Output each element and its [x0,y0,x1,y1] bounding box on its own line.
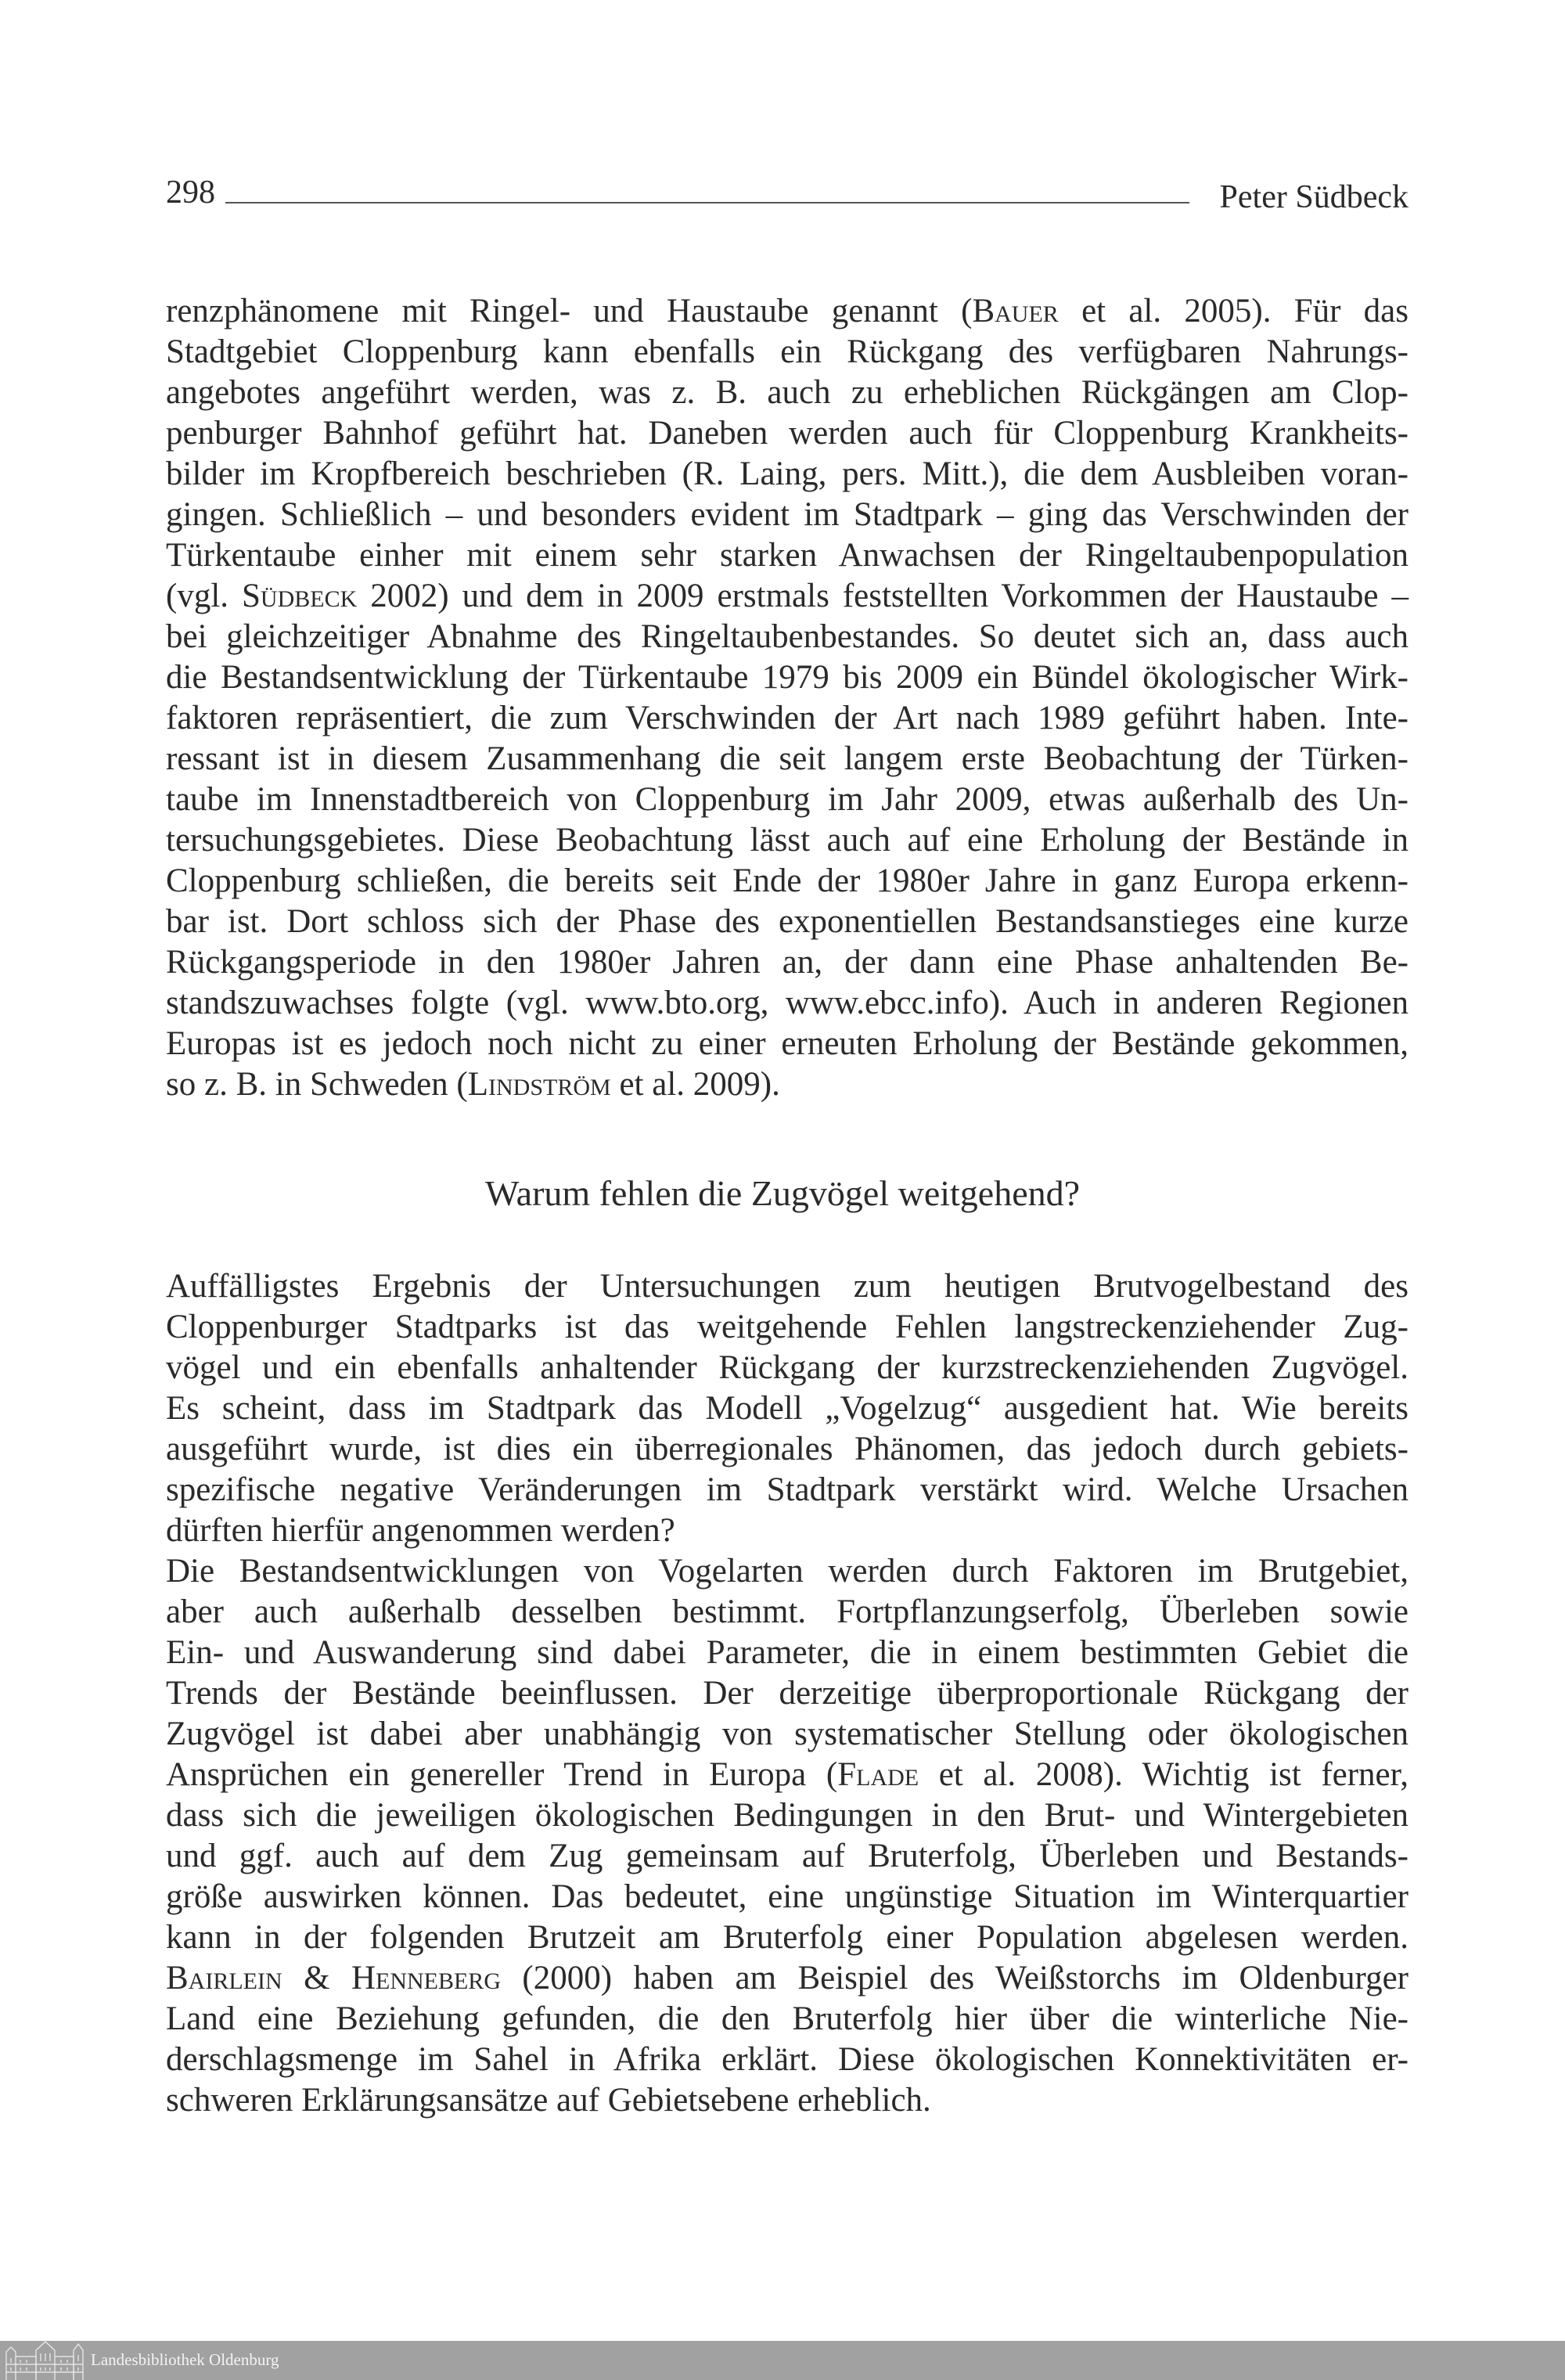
text-line [166,1024,1408,1064]
text-line [166,373,1408,413]
text-segment: größe auswirken können. Das bedeutet, eine ungünstige Situation im Winterquartier [166,1878,1408,1915]
text-line [166,1714,1408,1755]
text-line [166,983,1408,1024]
text-line [166,332,1408,373]
text-line [166,1388,1408,1429]
text-segment: Die Bestandsentwicklungen von Vogelarten werden durch Faktoren im Brutgebiet, [166,1553,1408,1590]
text-segment: Auffälligstes Ergebnis der Untersuchungen zum heutigen Brutvogelbestand des [166,1268,1408,1305]
author-citation: Henneberg [351,1960,501,1997]
text-segment: faktoren repräsentiert, die zum Verschwinden der Art nach 1989 geführt haben. Inte- [166,700,1408,736]
text-line [166,1755,1408,1795]
text-segment: derschlagsmenge im Sahel in Afrika erklärt. Diese ökologischen Konnektivitäten er- [166,2041,1408,2078]
text-segment: renzphänomene mit Ringel- und Haustaube genannt ( [166,293,973,329]
text-segment: Land eine Beziehung gefunden, die den Bruterfolg hier über die winterliche Nie- [166,2000,1408,2037]
running-header [166,174,1408,221]
text-segment: Türkentaube einher mit einem sehr starken Anwachsen der Ringeltaubenpopulation [166,537,1408,574]
text-line [166,2080,1408,2121]
text-segment: die Bestandsentwicklung der Türkentaube 1979 bis 2009 ein Bündel ökologischer Wirk- [166,659,1408,696]
text-line [166,1266,1408,1307]
text-segment: Ein- und Auswanderung sind dabei Parameter, die in einem bestimmten Gebiet die [166,1634,1408,1671]
text-segment: Trends der Bestände beeinflussen. Der derzeitige überproportionale Rückgang der [166,1675,1408,1712]
text-segment: spezifische negative Veränderungen im Stadtpark verstärkt wird. Welche Ursachen [166,1471,1408,1508]
text-segment: Cloppenburg schließen, die bereits seit Ende der 1980er Jahre in ganz Europa erkenn- [166,862,1408,899]
library-name: Landesbibliothek Oldenburg [91,2350,279,2369]
text-line [166,1958,1408,1999]
section-heading: Warum fehlen die Zugvögel weitgehend? [484,1173,1081,1213]
text-segment: ausgeführt wurde, ist dies ein überregionales Phänomen, das jedoch durch gebiets- [166,1431,1408,1467]
author-citation: Bauer [972,293,1059,329]
text-line [166,902,1408,942]
text-segment: standszuwachses folgte (vgl. www.bto.org, www.ebcc.info). Auch in anderen Regionen [166,985,1408,1021]
text-line [166,1348,1408,1388]
text-segment: Zugvögel ist dabei aber unabhängig von systematischer Stellung oder ökologischen [166,1716,1408,1752]
author-citation: Flade [837,1756,919,1793]
text-line [166,1877,1408,1917]
author-citation: Südbeck [242,578,358,614]
text-segment: und ggf. auch auf dem Zug gemeinsam auf Bruterfolg, Überleben und Bestands- [166,1838,1408,1874]
text-line [166,1795,1408,1836]
text-line [166,820,1408,861]
footer-bar [0,2341,1565,2380]
text-line [166,1429,1408,1470]
text-line [166,1836,1408,1877]
text-line [166,1917,1408,1958]
text-segment: Rückgangsperiode in den 1980er Jahren an, der dann eine Phase anhaltenden Be- [166,944,1408,981]
text-segment: Europas ist es jedoch noch nicht zu einer erneuten Erholung der Bestände gekommen, [166,1025,1408,1062]
text-segment: so z. B. in Schweden ( [166,1066,468,1103]
text-segment: (vgl. [166,578,243,614]
page-number: 298 [166,175,215,211]
text-segment: et al. 2005). Für das [1058,293,1408,329]
body-paragraph-1 [166,291,1408,1105]
body-paragraph-2 [166,1266,1408,2121]
text-line [166,1673,1408,1714]
author-citation: Lindström [467,1066,611,1103]
text-segment: 2002) und dem in 2009 erstmals feststellten Vorkommen der Haustaube – [357,578,1408,614]
text-segment: et al. 2008). Wichtig ist ferner, [919,1756,1408,1793]
text-line [166,739,1408,780]
text-line [166,617,1408,657]
text-line [166,291,1408,332]
text-segment: kann in der folgenden Brutzeit am Bruterfolg einer Population abgelesen werden. [166,1919,1408,1956]
text-line [166,454,1408,495]
text-segment: Es scheint, dass im Stadtpark das Modell „Vogelzug“ ausgedient hat. Wie bereits [166,1390,1408,1427]
text-line [166,780,1408,820]
header-rule [225,202,1189,203]
running-header-author: Peter Südbeck [1219,179,1408,215]
text-line [166,1510,1408,1551]
text-segment: dass sich die jeweiligen ökologischen Bedingungen in den Brut- und Wintergebieten [166,1797,1408,1834]
text-segment: schweren Erklärungsansätze auf Gebietsebene erheblich. [166,2082,931,2119]
text-segment: Ansprüchen ein genereller Trend in Europa ( [166,1756,838,1793]
text-line [166,2040,1408,2080]
text-line [166,861,1408,902]
text-segment: bei gleichzeitiger Abnahme des Ringeltaubenbestandes. So deutet sich an, dass auch [166,618,1408,655]
text-segment: et al. 2009). [610,1066,780,1103]
text-segment: tersuchungsgebietes. Diese Beobachtung lässt auch auf eine Erholung der Bestände in [166,822,1408,859]
text-segment: bar ist. Dort schloss sich der Phase des exponentiellen Bestandsanstieges eine kurze [166,903,1408,940]
text-segment: Cloppenburger Stadtparks ist das weitgehende Fehlen langstreckenziehender Zug- [166,1309,1408,1345]
author-citation: Bairlein [166,1960,282,1997]
text-segment: taube im Innenstadtbereich von Cloppenburg im Jahr 2009, etwas außerhalb des Un- [166,781,1408,818]
text-segment: aber auch außerhalb desselben bestimmt. Fortpflanzungserfolg, Überleben sowie [166,1593,1408,1630]
text-line [166,1633,1408,1673]
text-line [166,698,1408,739]
text-line [166,413,1408,454]
text-line [166,942,1408,983]
text-segment: (2000) haben am Beispiel des Weißstorchs im Oldenburger [500,1960,1409,1997]
text-line [166,1592,1408,1633]
text-line [166,1551,1408,1592]
text-line [166,535,1408,576]
text-line [166,1999,1408,2040]
text-line [166,1470,1408,1510]
text-segment: gingen. Schließlich – und besonders evident im Stadtpark – ging das Verschwinden der [166,496,1408,533]
text-line [166,657,1408,698]
text-segment: & [282,1960,351,1997]
text-segment: Stadtgebiet Cloppenburg kann ebenfalls ein Rückgang des verfügbaren Nahrungs- [166,333,1408,370]
text-segment: bilder im Kropfbereich beschrieben (R. Laing, pers. Mitt.), die dem Ausbleiben voran- [166,455,1408,492]
text-segment: dürften hierfür angenommen werden? [166,1512,675,1549]
text-line [166,495,1408,535]
library-building-icon [5,2341,86,2380]
text-segment: ressant ist in diesem Zusammenhang die seit langem erste Beobachtung der Türken- [166,740,1408,777]
text-line [166,1064,1408,1105]
text-segment: angebotes angeführt werden, was z. B. auch zu erheblichen Rückgängen am Clop- [166,374,1408,411]
text-segment: vögel und ein ebenfalls anhaltender Rückgang der kurzstreckenziehenden Zugvögel. [166,1349,1408,1386]
text-segment: penburger Bahnhof geführt hat. Daneben werden auch für Cloppenburg Krankheits- [166,415,1408,452]
text-line [166,576,1408,617]
text-line [166,1307,1408,1348]
